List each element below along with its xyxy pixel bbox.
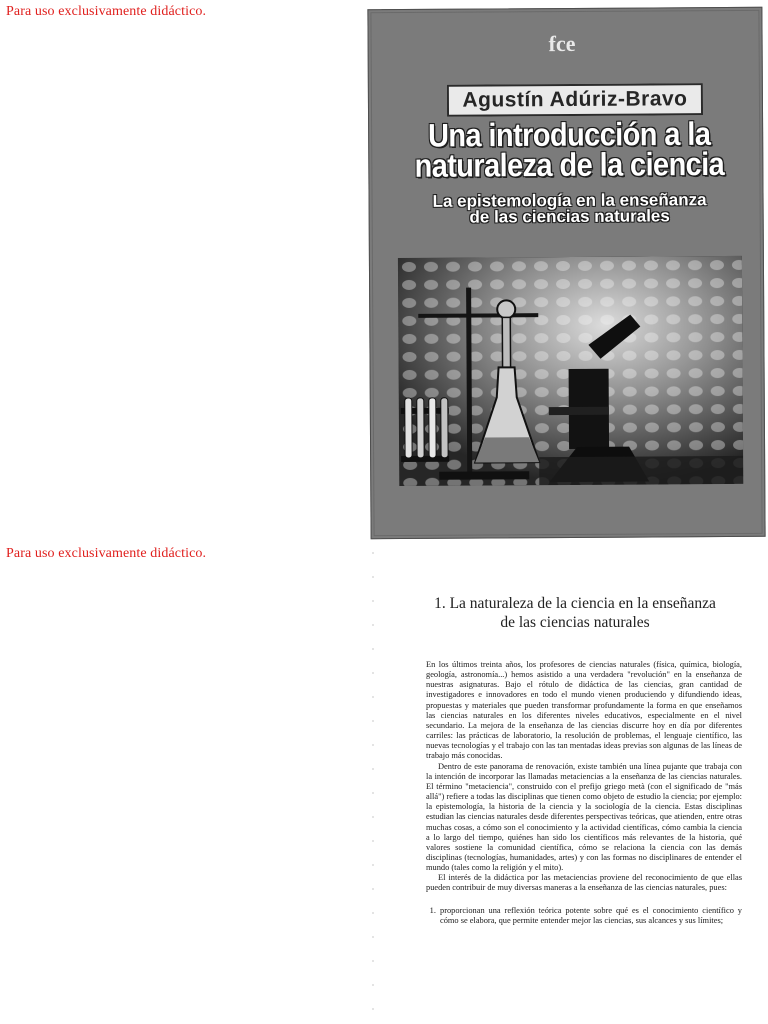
book-cover bbox=[367, 7, 765, 539]
cover-title-line-2: naturaleza de la ciencia bbox=[414, 146, 725, 185]
author-name: Agustín Adúriz-Bravo bbox=[462, 87, 688, 112]
laboratory-glassware-icon bbox=[398, 256, 743, 486]
round-flask bbox=[497, 300, 515, 318]
stand-clamp bbox=[418, 313, 538, 318]
cover-illustration bbox=[398, 256, 743, 486]
lab-table bbox=[539, 456, 743, 485]
cover-title bbox=[409, 116, 729, 185]
chapter-title-line-2: de las ciencias naturales bbox=[500, 614, 650, 631]
publisher-logo: fce bbox=[548, 30, 576, 57]
test-tube bbox=[417, 398, 424, 458]
chapter-title bbox=[405, 594, 745, 632]
cover-subtitle-line-1: La epistemología en la enseñanza bbox=[432, 190, 707, 211]
flask-neck bbox=[502, 317, 510, 367]
paragraph: El interés de la didáctica por las metaciencias proviene del reconocimiento de que ellas pueden contribuir de muy diversas maneras a la enseñanza de las ciencias naturales, pues: bbox=[426, 873, 742, 893]
text-page bbox=[0, 540, 768, 1024]
page-gutter bbox=[372, 552, 374, 1022]
test-tube bbox=[429, 398, 436, 458]
author-box bbox=[447, 83, 703, 117]
cover-subtitle bbox=[410, 192, 730, 226]
cover-subtitle-line-2: de las ciencias naturales bbox=[469, 206, 670, 227]
watermark-notice: Para uso exclusivamente didáctico. bbox=[6, 546, 207, 561]
list-item: 1. proporcionan una reflexión teórica potente sobre qué es el conocimiento científico y cómo se elabora, que permite entender mejor las ciencias, sus alcances y sus límites; bbox=[438, 906, 742, 926]
chapter-body bbox=[426, 660, 742, 926]
chapter-title-line-1: 1. La naturaleza de la ciencia en la enseñanza bbox=[434, 595, 716, 612]
watermark-notice: Para uso exclusivamente didáctico. bbox=[6, 4, 207, 19]
test-tube bbox=[405, 398, 412, 458]
reasons-list bbox=[426, 906, 742, 926]
flask-liquid bbox=[475, 437, 539, 462]
microscope-stage bbox=[549, 407, 609, 415]
cover-title-line-1: Una introducción a la bbox=[427, 116, 711, 155]
stand-base bbox=[439, 471, 529, 480]
test-tube bbox=[441, 398, 448, 458]
paragraph: En los últimos treinta años, los profesores de ciencias naturales (física, química, biología, geología, astronomía...) hemos asistido a una verdadera "revolución" en la enseñanza de nuestras asignaturas. Bajo el rótulo de didáctica de las ciencias, gran cantidad de investigadores e innovadores en todo el mundo vienen produciendo y difundiendo ideas, propuestas y materiales que pueden transformar profundamente la forma en que enseñamos las ciencias naturales en los diferentes niveles educativos, especialmente en el nivel secundario. La mejora de la enseñanza de las ciencias discurre hoy en día por diferentes carriles: las prácticas de laboratorio, la resolución de problemas, el lenguaje científico, las nuevas tecnologías y el trabajo con las tan mentadas ideas previas son algunas de las líneas de trabajo más conocidas. bbox=[426, 660, 742, 761]
paragraph: Dentro de este panorama de renovación, existe también una línea pujante que trabaja con la intención de incorporar las llamadas metaciencias a la enseñanza de las ciencias naturales. El término "metaciencia", construido con el prefijo griego metà (con el significado de "más allá") refiere a todas las disciplinas que tienen como objeto de estudio la ciencia; por ejemplo: la epistemología, la historia de la ciencia y la sociología de la ciencia. Estas disciplinas estudian las ciencias naturales desde diferentes perspectivas teóricas, que atienden, entre otras muchas cosas, a cómo son el conocimiento y la actividad científicas, cómo cambia la ciencia a lo largo del tiempo, quiénes han sido los científicos más relevantes de la historia, qué valores sostiene la comunidad científica, cómo se relaciona la ciencia con las demás disciplinas (tecnologías, humanidades, artes) y con las formas no disciplinares de entender el mundo (tales como la religión y el mito). bbox=[426, 761, 742, 873]
